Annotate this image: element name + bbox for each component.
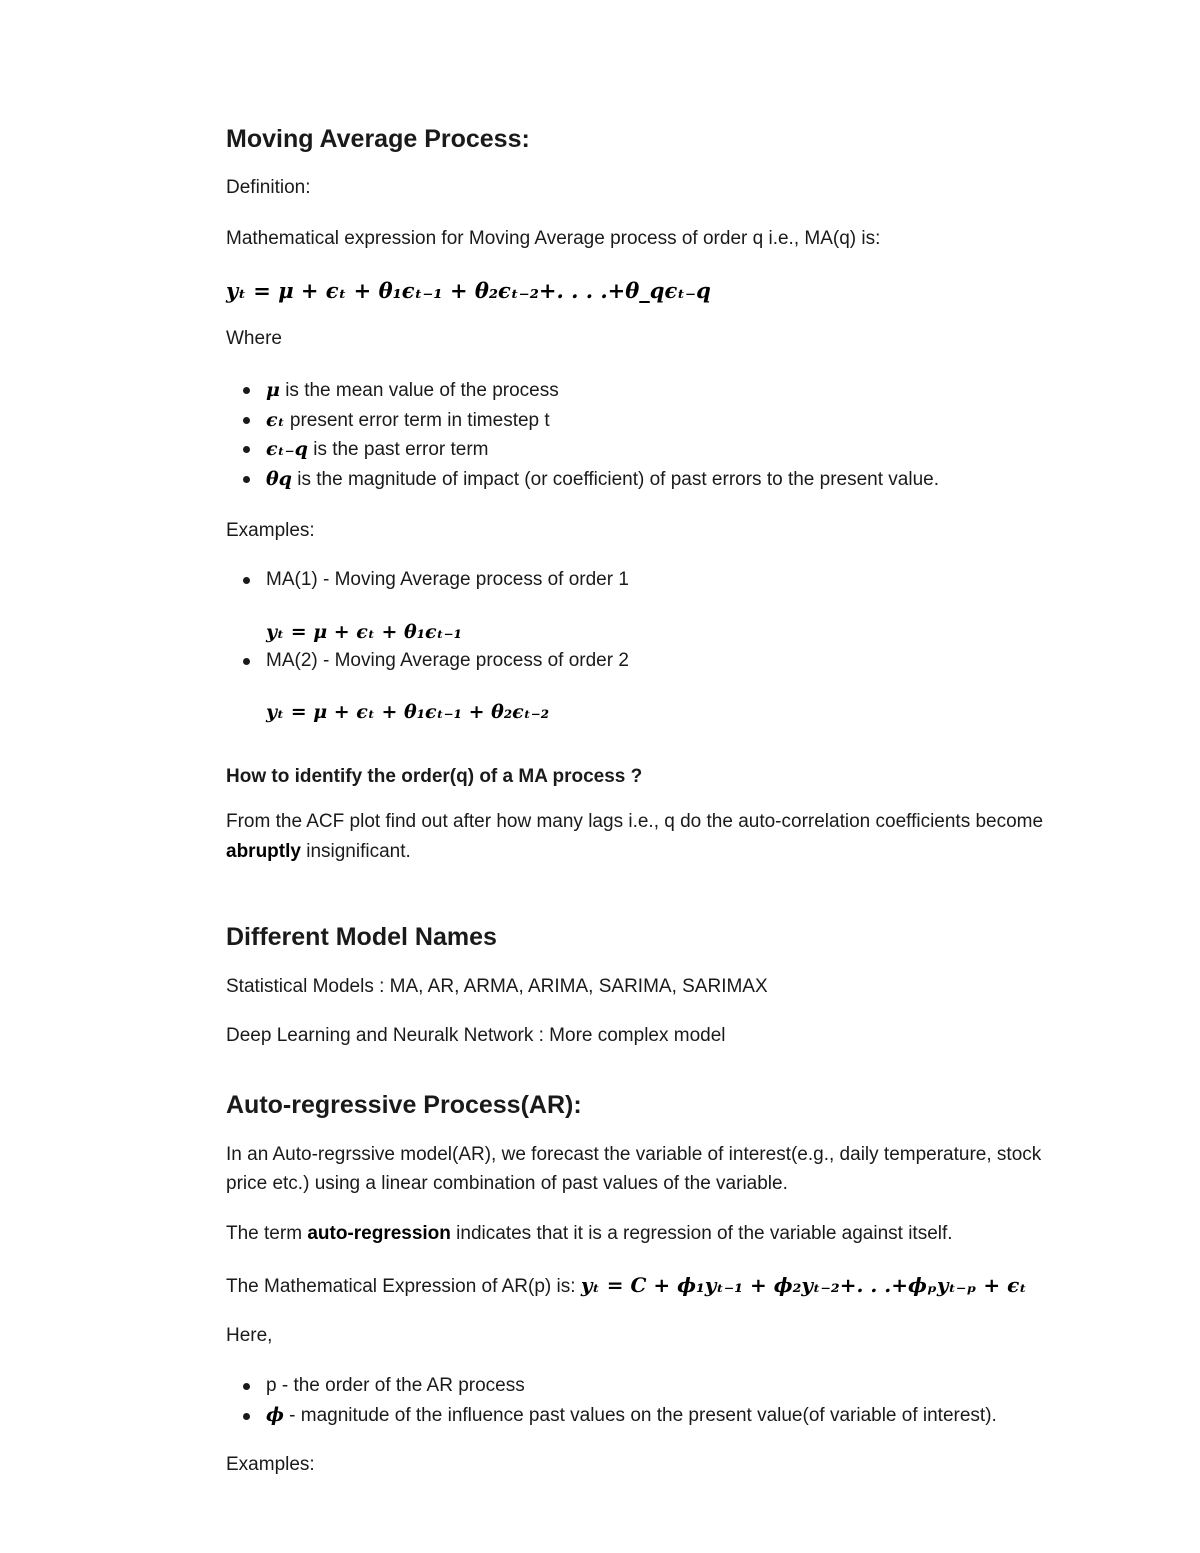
ar-term-pre: The term (226, 1223, 308, 1244)
ma-examples-label: Examples: (226, 520, 315, 541)
where-item-theta (266, 467, 939, 492)
where-item-symbol: ϵₜ₋q (266, 438, 308, 460)
where-item-error (266, 408, 550, 433)
ma-general-formula: yₜ = μ + ϵₜ + θ₁ϵₜ₋₁ + θ₂ϵₜ₋₂+. . . .+θ_qϵₜ₋q (226, 278, 711, 303)
ar-section-title: Auto-regressive Process(AR): (226, 1091, 582, 1119)
models-section-title: Different Model Names (226, 923, 497, 951)
order-answer-line2 (226, 840, 411, 864)
order-answer-bold: abruptly (226, 841, 301, 862)
here-label: Here, (226, 1325, 273, 1346)
where-item-text: is the mean value of the process (279, 380, 559, 401)
ar-intro-line2: price etc.) using a linear combination of past values of the variable. (226, 1173, 788, 1194)
ar-term-bold: auto-regression (307, 1223, 451, 1244)
where-item-symbol: ϵₜ (266, 409, 285, 431)
bullet-icon (243, 387, 250, 394)
ma2-formula: yₜ = μ + ϵₜ + θ₁ϵₜ₋₁ + θ₂ϵₜ₋₂ (266, 701, 550, 723)
here-item-text: - magnitude of the influence past values on the present value(of variable of interest). (283, 1405, 997, 1426)
here-item-phi (266, 1403, 997, 1428)
order-answer-line1: From the ACF plot find out after how many lags i.e., q do the auto-correlation coefficients become (226, 811, 1044, 832)
ar-formula: yₜ = C + ϕ₁yₜ₋₁ + ϕ₂yₜ₋₂+. . .+ϕₚyₜ₋ₚ + ϵₜ (580, 1273, 1027, 1297)
bullet-icon (243, 1413, 250, 1420)
ma1-formula: yₜ = μ + ϵₜ + θ₁ϵₜ₋₁ (266, 621, 463, 643)
deep-learning-text: Deep Learning and Neuralk Network : More complex model (226, 1025, 726, 1046)
order-question-heading: How to identify the order(q) of a MA process ? (226, 766, 643, 787)
bullet-icon (243, 446, 250, 453)
bullet-icon (243, 577, 250, 584)
ma-section-title: Moving Average Process: (226, 125, 530, 153)
ar-expression-line (226, 1272, 1027, 1299)
here-item-symbol: ϕ (266, 1404, 284, 1426)
bullet-icon (243, 476, 250, 483)
ma1-label: MA(1) - Moving Average process of order 1 (266, 569, 629, 590)
definition-label: Definition: (226, 177, 311, 198)
where-item-text: is the magnitude of impact (or coefficient) of past errors to the present value. (291, 469, 939, 490)
order-answer-rest: insignificant. (300, 841, 411, 862)
ar-term-sentence (226, 1222, 953, 1246)
here-item-text: p - the order of the AR process (266, 1375, 525, 1396)
bullet-icon (243, 417, 250, 424)
where-label: Where (226, 328, 282, 349)
ma2-label: MA(2) - Moving Average process of order 2 (266, 650, 629, 671)
ar-term-post: indicates that it is a regression of the variable against itself. (450, 1223, 953, 1244)
bullet-icon (243, 658, 250, 665)
ma-intro-text: Mathematical expression for Moving Average process of order q i.e., MA(q) is: (226, 228, 881, 249)
where-item-symbol: θq (266, 468, 292, 490)
here-item-p (266, 1374, 525, 1398)
where-item-mu (266, 378, 559, 403)
where-item-symbol: μ (266, 379, 280, 401)
statistical-models-text: Statistical Models : MA, AR, ARMA, ARIMA, SARIMA, SARIMAX (226, 976, 768, 997)
where-item-text: is the past error term (307, 439, 489, 460)
where-item-past-error (266, 437, 489, 462)
ar-intro-line1: In an Auto-regrssive model(AR), we forecast the variable of interest(e.g., daily temperature, stock (226, 1144, 1042, 1165)
where-item-text: present error term in timestep t (284, 410, 550, 431)
bullet-icon (243, 1383, 250, 1390)
ar-expression-label: The Mathematical Expression of AR(p) is: (226, 1276, 581, 1297)
ar-examples-label: Examples: (226, 1454, 315, 1475)
